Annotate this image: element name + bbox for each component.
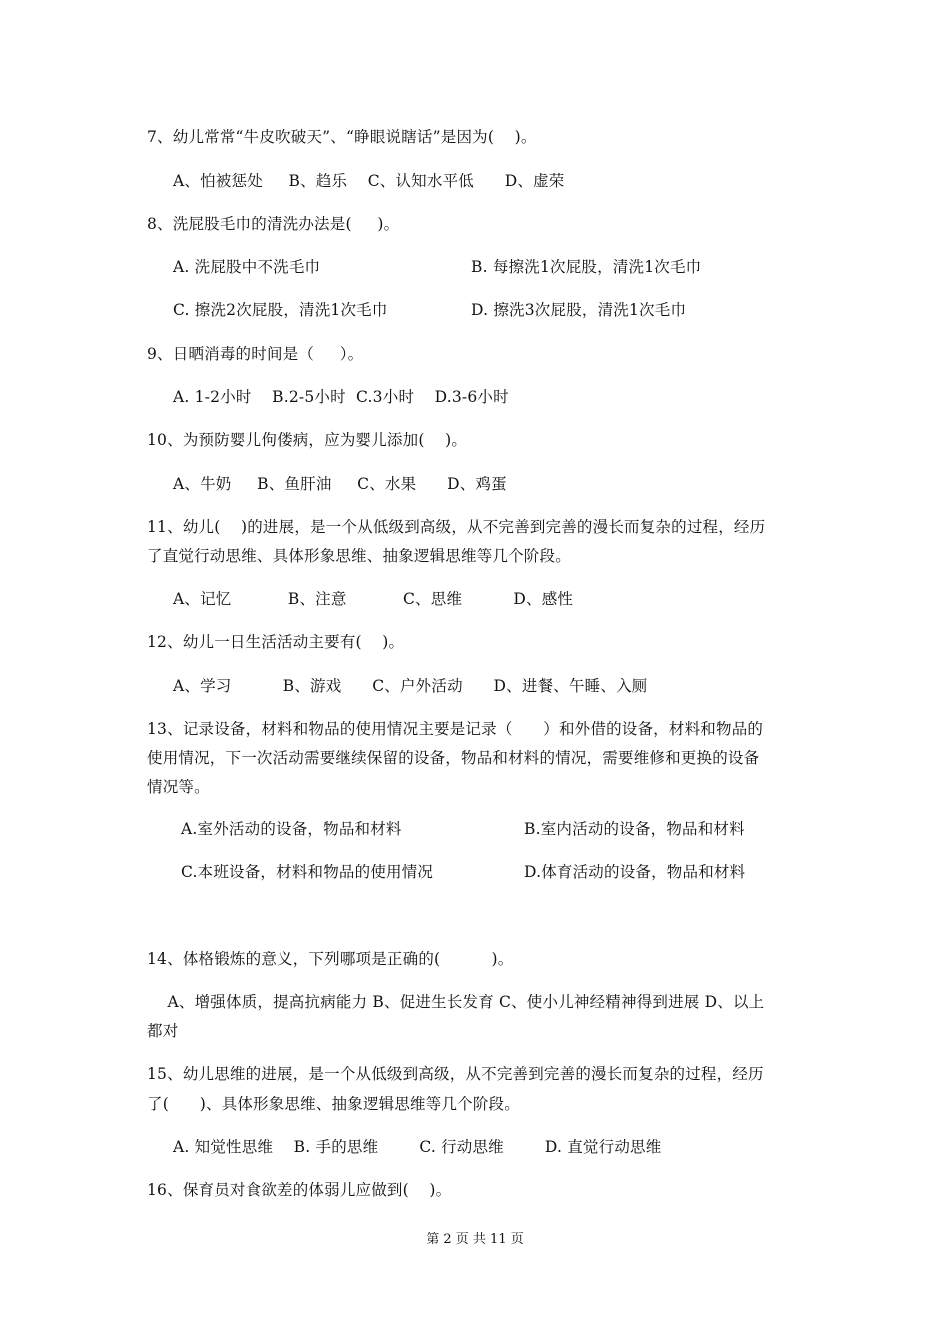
question-11-options: A、记忆 B、注意 C、思维 D、感性 xyxy=(173,590,574,608)
question-7-options: A、怕被惩处 B、趋乐 C、认知水平低 D、虚荣 xyxy=(173,172,565,190)
question-7-stem: 7、幼儿常常“牛皮吹破天”、“睁眼说瞎话”是因为( )。 xyxy=(147,128,537,146)
question-13-stem-line-3: 情况等。 xyxy=(147,778,210,796)
question-13-stem-line-2: 使用情况，下一次活动需要继续保留的设备，物品和材料的情况，需要维修和更换的设备 xyxy=(147,749,760,767)
question-11-stem-line-1: 11、幼儿( )的进展，是一个从低级到高级，从不完善到完善的漫长而复杂的过程，经历 xyxy=(147,518,766,536)
question-14-options-line-2: 都对 xyxy=(147,1022,179,1040)
question-10-options: A、牛奶 B、鱼肝油 C、水果 D、鸡蛋 xyxy=(173,475,507,493)
question-14-options-line-1: A、增强体质，提高抗病能力 B、促进生长发育 C、使小儿神经精神得到进展 D、以上 xyxy=(147,993,765,1011)
question-8-option-d: D. 擦洗3次屁股，清洗1次毛巾 xyxy=(471,301,687,319)
question-11-stem-line-2: 了直觉行动思维、具体形象思维、抽象逻辑思维等几个阶段。 xyxy=(147,547,571,565)
question-15-stem-line-2: 了( )、具体形象思维、抽象逻辑思维等几个阶段。 xyxy=(147,1095,520,1113)
question-13-option-a: A.室外活动的设备，物品和材料 xyxy=(181,820,402,838)
question-15-options: A. 知觉性思维 B. 手的思维 C. 行动思维 D. 直觉行动思维 xyxy=(173,1138,662,1156)
question-8-option-a: A. 洗屁股中不洗毛巾 xyxy=(173,258,321,276)
question-8-option-b: B. 每擦洗1次屁股，清洗1次毛巾 xyxy=(471,258,702,276)
question-12-stem: 12、幼儿一日生活活动主要有( )。 xyxy=(147,633,405,651)
question-9-stem: 9、日晒消毒的时间是（ ）。 xyxy=(147,345,364,363)
question-15-stem-line-1: 15、幼儿思维的进展，是一个从低级到高级，从不完善到完善的漫长而复杂的过程，经历 xyxy=(147,1065,764,1083)
question-8-option-c: C. 擦洗2次屁股，清洗1次毛巾 xyxy=(173,301,388,319)
question-13-stem-line-1: 13、记录设备，材料和物品的使用情况主要是记录（ ）和外借的设备，材料和物品的 xyxy=(147,720,764,738)
question-9-options: A. 1-2小时 B.2-5小时 C.3小时 D.3-6小时 xyxy=(173,388,509,406)
question-12-options: A、学习 B、游戏 C、户外活动 D、进餐、午睡、入厕 xyxy=(173,677,648,695)
question-13-option-c: C.本班设备，材料和物品的使用情况 xyxy=(181,863,434,881)
question-14-stem: 14、体格锻炼的意义，下列哪项是正确的( )。 xyxy=(147,950,514,968)
question-16-stem: 16、保育员对食欲差的体弱儿应做到( )。 xyxy=(147,1181,452,1199)
page-number-footer: 第 2 页 共 11 页 xyxy=(426,1232,524,1247)
question-13-option-d: D.体育活动的设备，物品和材料 xyxy=(524,863,746,881)
question-13-option-b: B.室内活动的设备，物品和材料 xyxy=(524,820,745,838)
question-8-stem: 8、洗屁股毛巾的清洗办法是( )。 xyxy=(147,215,400,233)
question-10-stem: 10、为预防婴儿佝偻病，应为婴儿添加( )。 xyxy=(147,431,468,449)
